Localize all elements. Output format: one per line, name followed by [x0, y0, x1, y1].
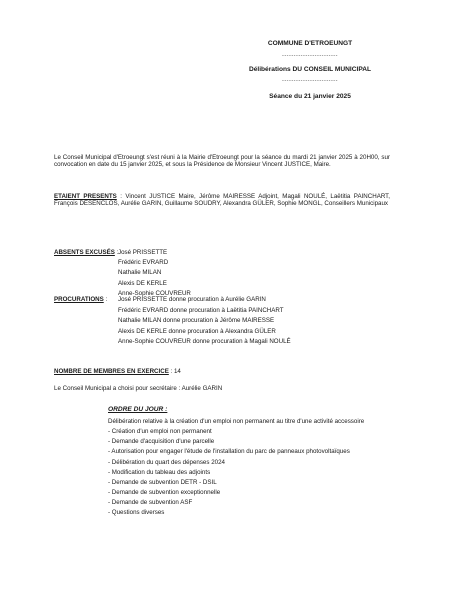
list-item: Anne-Sophie COUVREUR donne procuration à Magali NOULÉ: [118, 338, 291, 346]
list-item: Nathalie MILAN: [118, 269, 162, 277]
seance-date: Séance du 21 janvier 2025: [269, 93, 351, 100]
absents-label-row: [54, 249, 118, 256]
membres-label: NOMBRE DE MEMBRES EN EXERCICE: [54, 368, 169, 375]
document-header: [200, 40, 420, 101]
absents-label: ABSENTS EXCUSÉS: [54, 249, 115, 256]
list-item: José PRISSETTE donne procuration à Aurélie GARIN: [118, 296, 266, 303]
list-item: - Demande de subvention ASF: [108, 499, 193, 506]
list-item: Délibération relative à la création d'un emploi non permanent au titre d'une activité accessoire: [108, 418, 365, 425]
list-item: Alexis DE KERLE: [118, 279, 167, 287]
list-item: Anne-Sophie COUVREUR: [118, 289, 191, 297]
presents-paragraph: [54, 193, 390, 208]
document-title: Délibérations DU CONSEIL MUNICIPAL: [248, 65, 372, 73]
list-item: - Questions diverses: [108, 509, 165, 517]
absents-colon: :: [114, 249, 119, 256]
procurations-list: [118, 296, 291, 349]
commune-title: COMMUNE D'ETROEUNGT: [267, 40, 353, 47]
list-item: Frédéric EVRARD: [118, 259, 169, 267]
presents-text: : Vincent JUSTICE Maire, Jérôme MAIRESSE Adjoint, Magali NOULÉ, Laëtitia PAINCHART, François DESENCLOS, Aurélie GARIN, Guillaume SOUDRY, Alexandra GÜLER, Sophie MONGL, Conseillers Municipaux: [54, 193, 390, 208]
list-item: - Autorisation pour engager l'étude de l'installation du parc de panneaux photovoltaïques: [108, 448, 350, 456]
procurations-label-row: [54, 296, 107, 303]
ordre-du-jour-list: [108, 418, 408, 519]
list-item: Alexis DE KERLE donne procuration à Alexandra GÜLER: [118, 327, 276, 335]
list-item: José PRISSETTE: [118, 249, 168, 256]
list-item: - Modification du tableau des adjoints: [108, 468, 211, 476]
list-item: - Délibération du quart des dépenses 2024: [108, 458, 225, 466]
list-item: - Création d'un emploi non permanent: [108, 428, 212, 436]
list-item: - Demande de subvention exceptionnelle: [108, 488, 221, 496]
list-item: Nathalie MILAN donne procuration à Jérôme MAIRESSE: [118, 317, 275, 325]
list-item: - Demande de subvention DETR - DSIL: [108, 478, 217, 486]
list-item: Frédéric EVRARD donne procuration à Laëtitia PAINCHART: [118, 306, 284, 314]
separator-2: ------------------------: [282, 78, 338, 85]
absents-list: [118, 249, 191, 300]
membres-value: : 14: [168, 368, 181, 375]
secretaire-line: Le Conseil Municipal a choisi pour secrétaire : Aurélie GARIN: [54, 385, 223, 392]
list-item: - Demande d'acquisition d'une parcelle: [108, 438, 215, 446]
membres-row: [54, 368, 181, 375]
ordre-du-jour-title: ORDRE DU JOUR :: [108, 406, 168, 413]
procurations-label: PROCURATIONS: [54, 296, 104, 303]
intro-paragraph: Le Conseil Municipal d'Etroeungt s'est réuni à la Mairie d'Etroeungt pour la séance du mardi 21 janvier 2025 à 20H00, sur convocation en date du 15 janvier 2025, et sous la Présidence de Monsieur Vincent JUSTICE, Maire.: [54, 154, 390, 169]
presents-label: ETAIENT PRESENTS: [54, 193, 117, 200]
separator: ------------------------: [282, 52, 338, 59]
procurations-colon: :: [103, 296, 108, 303]
